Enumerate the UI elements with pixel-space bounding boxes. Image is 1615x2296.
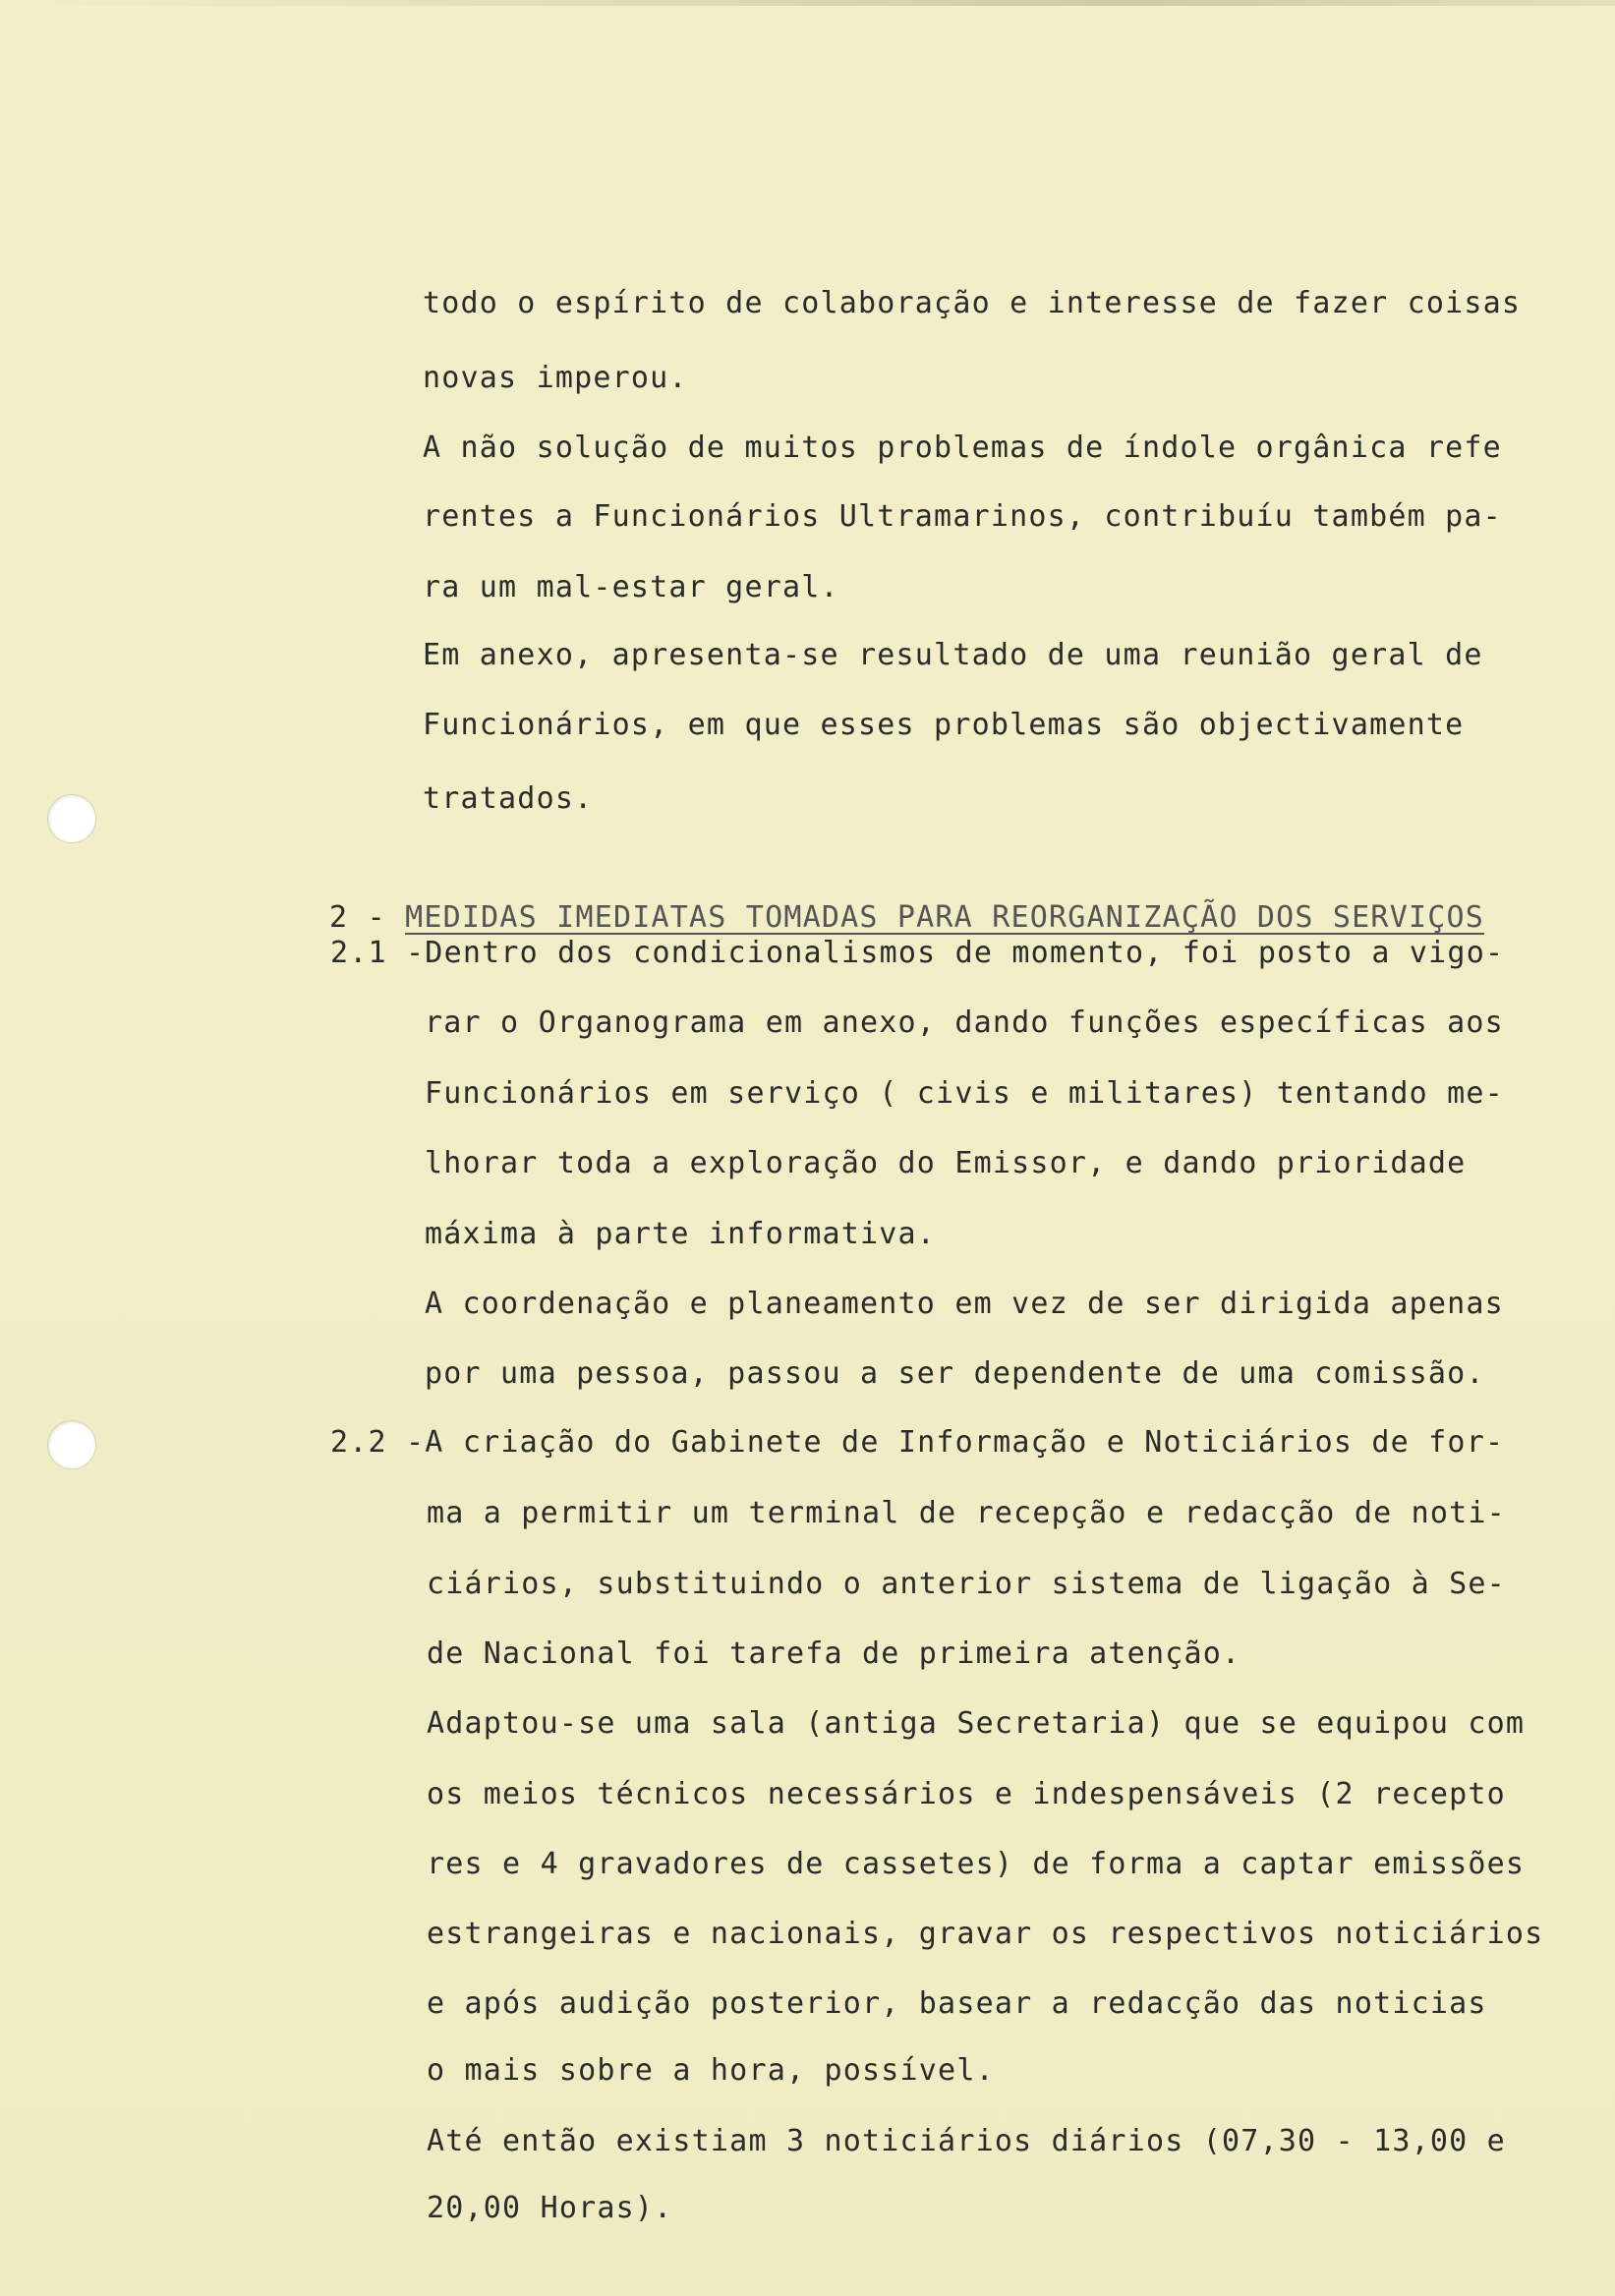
- text-line: ciários, substituindo o anterior sistema de ligação à Se-: [427, 1567, 1506, 1601]
- text-line: Funcionários, em que esses problemas são objectivamente: [423, 708, 1465, 742]
- text-line: estrangeiras e nacionais, gravar os respectivos noticiários: [427, 1917, 1544, 1951]
- text-line: todo o espírito de colaboração e interesse de fazer coisas: [423, 286, 1522, 320]
- text-line: 20,00 Horas).: [427, 2191, 673, 2225]
- text-line: tratados.: [423, 781, 594, 816]
- text-line: novas imperou.: [423, 361, 688, 395]
- punch-hole: [47, 1420, 96, 1469]
- punch-hole: [47, 794, 96, 843]
- text-line: ra um mal-estar geral.: [423, 570, 839, 604]
- text-line: Até então existiam 3 noticiários diários (07,30 - 13,00 e: [427, 2124, 1506, 2158]
- text-line: e após audição posterior, basear a redacção das noticias: [427, 1986, 1487, 2021]
- text-line: o mais sobre a hora, possível.: [427, 2053, 995, 2088]
- text-line: 2.1 -Dentro dos condicionalismos de momento, foi posto a vigo-: [330, 936, 1505, 970]
- text-line: por uma pessoa, passou a ser dependente de uma comissão.: [425, 1356, 1485, 1391]
- text-line: A não solução de muitos problemas de índole orgânica refe: [423, 430, 1502, 465]
- section-number: 2 -: [329, 900, 406, 935]
- text-line: 2.2 -A criação do Gabinete de Informação e Noticiários de for-: [330, 1425, 1505, 1460]
- text-line: de Nacional foi tarefa de primeira atenção.: [427, 1636, 1241, 1671]
- text-line: máxima à parte informativa.: [425, 1217, 937, 1251]
- text-line: Funcionários em serviço ( civis e militares) tentando me-: [425, 1076, 1504, 1111]
- text-line: lhorar toda a exploração do Emissor, e dando prioridade: [425, 1146, 1467, 1180]
- text-line: res e 4 gravadores de cassetes) de forma a captar emissões: [427, 1847, 1526, 1881]
- text-line: rar o Organograma em anexo, dando funções específicas aos: [425, 1005, 1504, 1040]
- text-line: os meios técnicos necessários e indespensáveis (2 recepto: [427, 1777, 1506, 1811]
- text-line: ma a permitir um terminal de recepção e redacção de noti-: [427, 1496, 1506, 1530]
- text-line: A coordenação e planeamento em vez de ser dirigida apenas: [425, 1287, 1504, 1321]
- text-line: Adaptou-se uma sala (antiga Secretaria) que se equipou com: [427, 1706, 1526, 1741]
- text-line: rentes a Funcionários Ultramarinos, contribuíu também pa-: [423, 499, 1502, 534]
- section-title: MEDIDAS IMEDIATAS TOMADAS PARA REORGANIZAÇÃO DOS SERVIÇOS: [405, 900, 1485, 935]
- text-line: Em anexo, apresenta-se resultado de uma reunião geral de: [423, 638, 1483, 672]
- paper-top-edge: [0, 0, 1615, 6]
